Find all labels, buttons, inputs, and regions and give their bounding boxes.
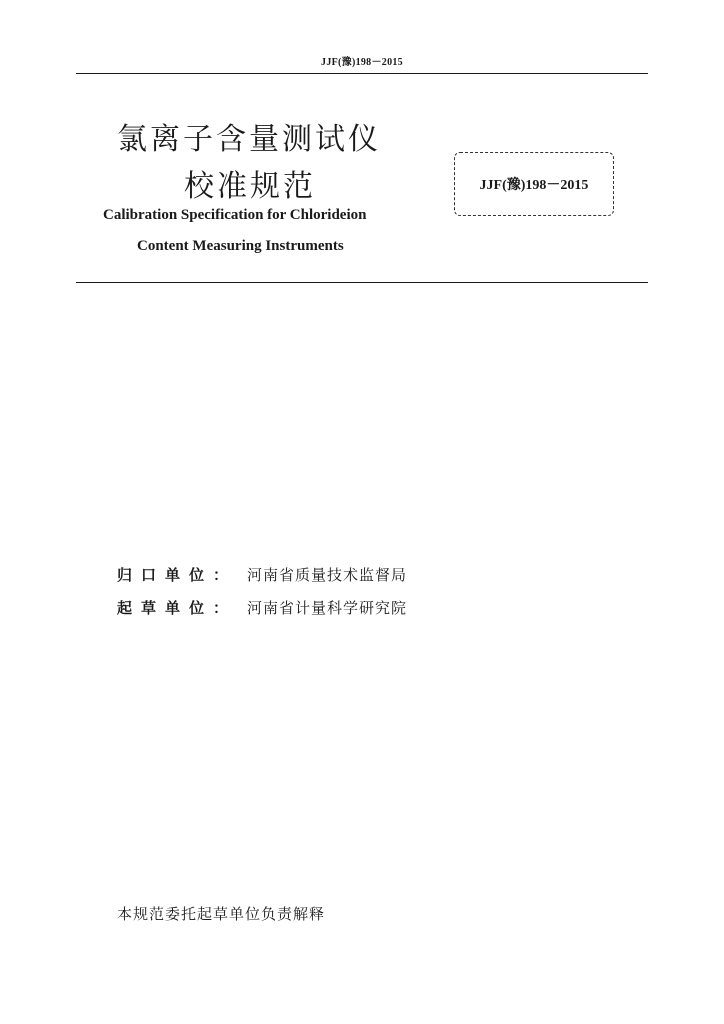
running-header-code: JJF(豫)198－2015 xyxy=(321,57,403,68)
title-english-line-1: Calibration Specification for Chlorideion xyxy=(103,207,367,223)
specification-code-box xyxy=(454,152,614,216)
title-chinese-line-2: 校准规范 xyxy=(184,169,316,204)
drafting-org-value: 河南省计量科学研究院 xyxy=(247,599,408,617)
drafting-org-label: 起草单位： xyxy=(117,599,238,617)
responsible-org-label: 归口单位： xyxy=(117,566,238,584)
header-rule xyxy=(76,73,648,74)
interpretation-note: 本规范委托起草单位负责解释 xyxy=(117,905,326,923)
title-english-line-2: Content Measuring Instruments xyxy=(137,238,344,254)
title-rule xyxy=(76,282,648,283)
specification-code: JJF(豫)198－2015 xyxy=(479,178,589,193)
responsible-org-row xyxy=(117,564,407,585)
responsible-org-value: 河南省质量技术监督局 xyxy=(247,566,408,584)
drafting-org-row xyxy=(117,597,407,618)
title-chinese-line-1: 氯离子含量测试仪 xyxy=(117,122,381,157)
